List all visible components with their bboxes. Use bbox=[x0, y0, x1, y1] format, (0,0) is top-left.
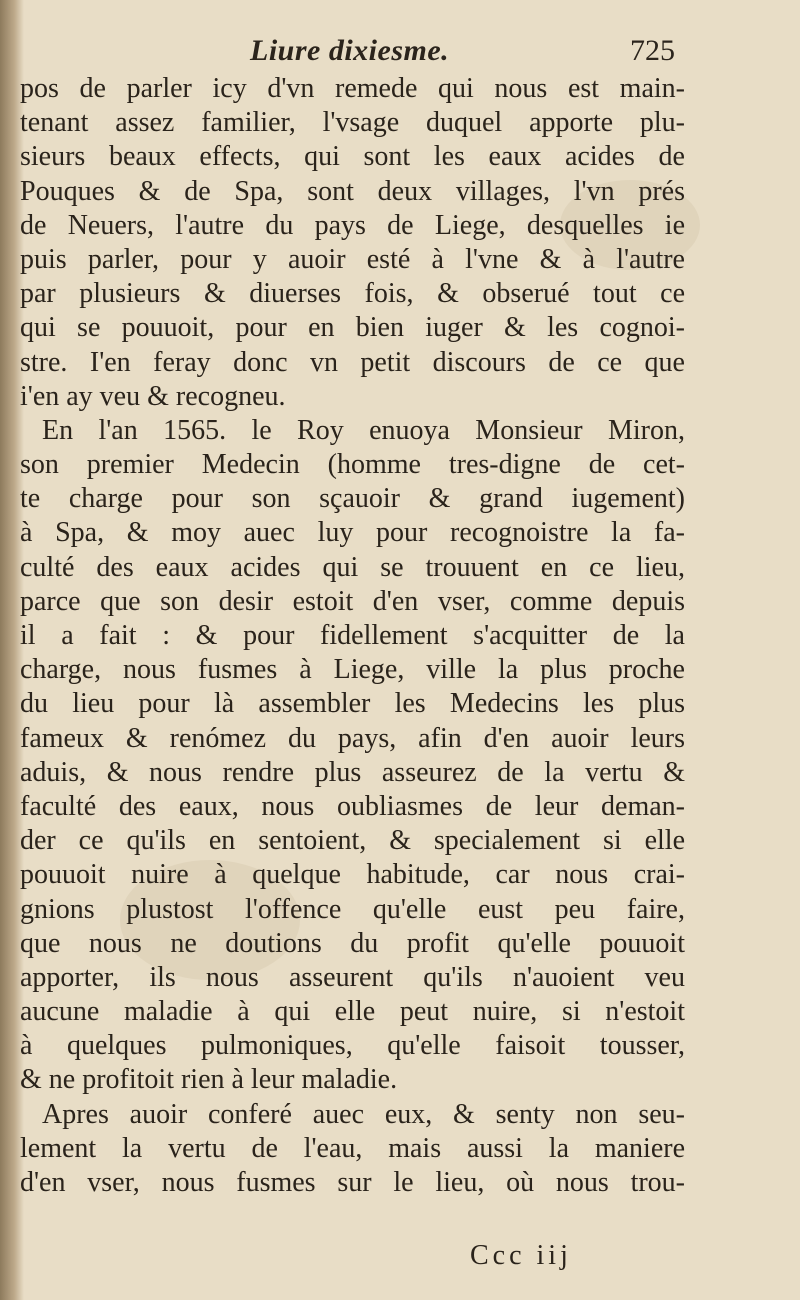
text-line: pouuoit nuire à quelque habitude, car nous crai- bbox=[20, 859, 685, 891]
text-line: du lieu pour là assembler les Medecins les plus bbox=[20, 688, 685, 720]
text-line: culté des eaux acides qui se trouuent en ce lieu, bbox=[20, 551, 685, 583]
text-line: En l'an 1565. le Roy enuoya Monsieur Miron, bbox=[42, 414, 685, 446]
text-line: lement la vertu de l'eau, mais aussi la maniere bbox=[20, 1132, 685, 1164]
text-line: & ne profitoit rien à leur maladie. bbox=[20, 1064, 398, 1096]
text-line: apporter, ils nous asseurent qu'ils n'auoient veu bbox=[20, 961, 685, 993]
text-line: tenant assez familier, l'vsage duquel apporte plu- bbox=[20, 107, 685, 139]
text-line: gnions plustost l'offence qu'elle eust peu faire, bbox=[20, 893, 685, 925]
running-head: Liure dixiesme. bbox=[250, 34, 450, 67]
text-line: à Spa, & moy auec luy pour recognoistre la fa- bbox=[20, 517, 685, 549]
text-line: faculté des eaux, nous oubliasmes de leur deman- bbox=[20, 790, 685, 822]
text-line: par plusieurs & diuerses fois, & obserué tout ce bbox=[20, 278, 685, 310]
text-line: Pouques & de Spa, sont deux villages, l'vn prés bbox=[20, 175, 685, 207]
body-text bbox=[20, 72, 685, 1200]
text-line: aduis, & nous rendre plus asseurez de la vertu & bbox=[20, 756, 685, 788]
text-line: pos de parler icy d'vn remede qui nous est main- bbox=[20, 73, 685, 104]
text-line: charge, nous fusmes à Liege, ville la plus proche bbox=[20, 654, 685, 686]
text-line: fameux & renómez du pays, afin d'en auoir leurs bbox=[20, 722, 685, 754]
signature-mark: Ccc iij bbox=[470, 1240, 572, 1271]
text-line: à quelques pulmoniques, qu'elle faisoit tousser, bbox=[20, 1030, 685, 1062]
text-line: parce que son desir estoit d'en vser, comme depuis bbox=[20, 585, 685, 617]
text-line: aucune maladie à qui elle peut nuire, si n'estoit bbox=[20, 996, 685, 1028]
text-line: te charge pour son sçauoir & grand iugement) bbox=[20, 483, 685, 515]
text-line: sieurs beaux effects, qui sont les eaux acides de bbox=[20, 141, 685, 173]
text-line: stre. I'en feray donc vn petit discours de ce que bbox=[20, 346, 685, 378]
text-line: qui se pouuoit, pour en bien iuger & les cognoi- bbox=[20, 312, 685, 344]
text-line: que nous ne doutions du profit qu'elle pouuoit bbox=[20, 927, 685, 959]
text-line: der ce qu'ils en sentoient, & specialement si elle bbox=[20, 825, 685, 857]
text-line: il a fait : & pour fidellement s'acquitter de la bbox=[20, 620, 685, 651]
text-line: de Neuers, l'autre du pays de Liege, desquelles ie bbox=[20, 209, 685, 241]
text-line: d'en vser, nous fusmes sur le lieu, où nous trou- bbox=[20, 1167, 685, 1198]
text-line: puis parler, pour y auoir esté à l'vne & à l'autre bbox=[20, 243, 685, 275]
page-number: 725 bbox=[630, 34, 675, 67]
text-line: son premier Medecin (homme tres-digne de cet- bbox=[20, 449, 685, 481]
text-line: Apres auoir conferé auec eux, & senty non seu- bbox=[42, 1098, 685, 1130]
text-line: i'en ay veu & recogneu. bbox=[20, 380, 286, 412]
